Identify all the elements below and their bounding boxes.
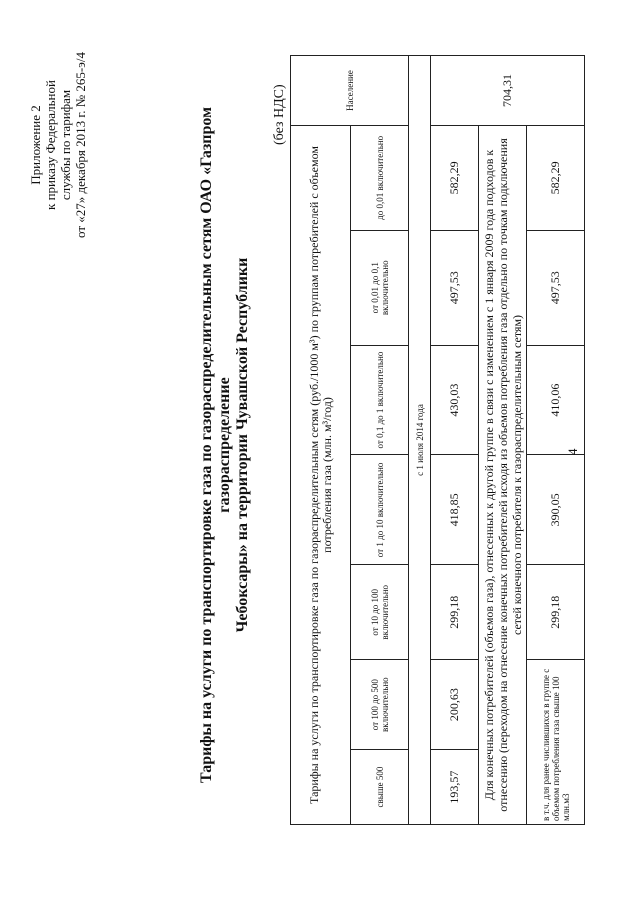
page-number: 4 [565,448,580,455]
table-row [409,56,431,825]
table-cell: 390,05 [527,455,585,565]
title-line: Тарифы на услуги по транспортировке газа по газораспределительным сетям ОАО «Газпром газораспределение [198,106,233,784]
table-cell: 418,85 [431,455,479,565]
table-cell: 497,53 [527,230,585,345]
header-main: Тарифы на услуги по транспортировке газа по газораспределительным сетям (руб./1000 м³) по группам потребителей с объемом потребления газа (млн. м³/год) [291,125,351,824]
title-line: Чебоксары» на территории Чувашской Республики [234,257,251,633]
appendix-line: к приказу Федеральной [43,80,58,210]
table-cell: 582,29 [431,125,479,230]
column-header: свыше 500 [351,750,409,825]
appendix-header [28,25,88,265]
appendix-line: службы по тарифам [58,89,73,201]
column-header: от 1 до 10 включительно [351,455,409,565]
table-cell: 299,18 [431,565,479,660]
tariff-table [290,55,585,825]
table-cell: 193,57 [431,750,479,825]
table-cell: 299,18 [527,565,585,660]
vat-note: (без НДС) [272,84,287,145]
rotated-content [20,25,620,885]
appendix-line: от «27» декабря 2013 г. № 265-э/4 [73,52,88,238]
table-cell: 410,06 [527,345,585,455]
table-row [431,56,479,825]
document-title [198,65,252,825]
appendix-line: Приложение 2 [28,105,43,185]
table-cell: 430,03 [431,345,479,455]
header-population: Население [291,56,409,126]
table-cell: 200,63 [431,660,479,750]
table-cell: 582,29 [527,125,585,230]
column-header: от 0,01 до 0,1 включительно [351,230,409,345]
table-cell: 497,53 [431,230,479,345]
column-header: до 0,01 включительно [351,125,409,230]
table-row [527,56,585,825]
table-row [291,56,351,825]
column-header: от 100 до 500 включительно [351,660,409,750]
note-cell: Для конечных потребителей (объемов газа), отнесенных к другой группе в связи с изменением с 1 января 2009 года подходов к отнесению (переходом на отнесение конечных потребителей исходя из объемов потребления газа отдельно по точкам подключения сетей конечного потребителя к газораспределительным сетям) [479,125,527,824]
table-row [479,56,527,825]
column-header: от 10 до 100 включительно [351,565,409,660]
row-label: в т.ч. для ранее числившихся в группе с объемом потребления газа свыше 100 млн.м3 [527,660,585,825]
column-header: от 0,1 до 1 включительно [351,345,409,455]
period-label: с 1 июля 2014 года [409,56,431,825]
population-value: 704,31 [431,56,585,126]
table-row [351,56,409,825]
